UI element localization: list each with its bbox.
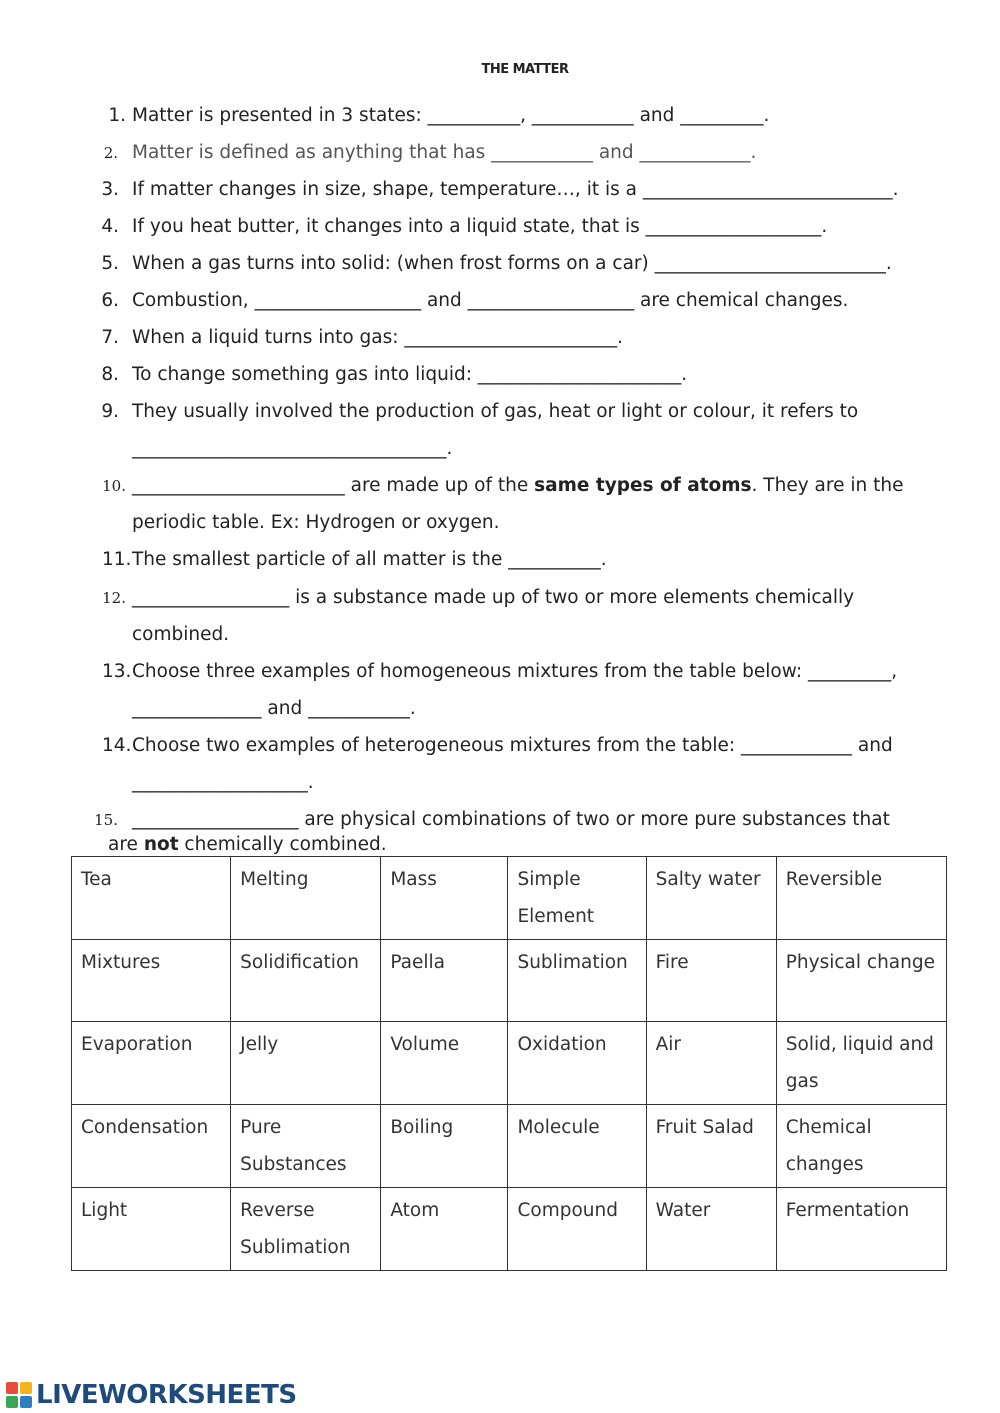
table-cell: Boiling	[381, 1105, 508, 1188]
table-cell: Fermentation	[776, 1188, 946, 1271]
question-text: combined.	[132, 624, 230, 645]
question-number: 6.	[101, 290, 119, 311]
table-cell: Air	[646, 1022, 776, 1105]
question-number: 9.	[101, 401, 119, 422]
logo-square	[20, 1396, 32, 1408]
table-cell: Melting	[231, 857, 381, 940]
question-number: 10.	[102, 477, 126, 495]
table-cell: Reversible	[776, 857, 946, 940]
table-cell: Oxidation	[508, 1022, 646, 1105]
question-text: They usually involved the production of gas, heat or light or colour, it refers to	[132, 401, 859, 422]
table-cell: Reverse Sublimation	[231, 1188, 381, 1271]
liveworksheets-logo[interactable]	[6, 1380, 297, 1410]
question-text-part: _______________________ are made up of the	[132, 475, 535, 496]
question-text-part: are	[108, 834, 144, 855]
question-text: Choose two examples of heterogeneous mixtures from the table: ____________ and	[132, 735, 893, 756]
question-text: _________________ is a substance made up of two or more elements chemically	[132, 587, 855, 608]
logo-text: LIVEWORKSHEETS	[36, 1380, 297, 1410]
table-cell: Physical change	[776, 940, 946, 1022]
table-cell: Tea	[72, 857, 231, 940]
question-number: 13.	[102, 661, 132, 682]
bold-text: same types of atoms	[534, 475, 752, 496]
table-cell: Solidification	[231, 940, 381, 1022]
question-text: If you heat butter, it changes into a liquid state, that is ___________________.	[132, 216, 828, 237]
question-text-part: chemically combined.	[178, 834, 387, 855]
table-cell: Fire	[646, 940, 776, 1022]
question-number: 4.	[101, 216, 119, 237]
table-cell: Solid, liquid and gas	[776, 1022, 946, 1105]
table-cell: Simple Element	[508, 857, 646, 940]
question-text	[132, 474, 903, 498]
table-cell: Light	[72, 1188, 231, 1271]
table-row	[72, 1188, 947, 1271]
table-cell: Volume	[381, 1022, 508, 1105]
table-row	[72, 940, 947, 1022]
logo-square	[6, 1382, 18, 1394]
table-cell: Water	[646, 1188, 776, 1271]
table-cell: Fruit Salad	[646, 1105, 776, 1188]
table-cell: Paella	[381, 940, 508, 1022]
question-text: __________________ are physical combinations of two or more pure substances that	[132, 809, 890, 830]
table-cell: Jelly	[231, 1022, 381, 1105]
question-number: 12.	[102, 589, 126, 607]
table-row	[72, 1105, 947, 1188]
question-text: If matter changes in size, shape, temperature…, it is a ___________________________.	[132, 179, 899, 200]
table-row	[72, 857, 947, 940]
question-text: Combustion, __________________ and __________________ are chemical changes.	[132, 290, 849, 311]
logo-icon	[6, 1382, 32, 1408]
question-text: Choose three examples of homogeneous mixtures from the table below: _________,	[132, 661, 898, 682]
table-cell: Compound	[508, 1188, 646, 1271]
table-row	[72, 1022, 947, 1105]
question-number: 14.	[102, 735, 132, 756]
question-number: 2.	[103, 144, 118, 162]
question-text: Matter is defined as anything that has ___________ and ____________.	[132, 142, 757, 163]
question-number: 3.	[101, 179, 119, 200]
table-cell: Molecule	[508, 1105, 646, 1188]
page-title: THE MATTER	[481, 62, 569, 77]
question-text: The smallest particle of all matter is the __________.	[132, 549, 607, 570]
question-number: 5.	[101, 253, 119, 274]
question-number: 1.	[108, 105, 126, 126]
table-cell: Evaporation	[72, 1022, 231, 1105]
table-cell: Salty water	[646, 857, 776, 940]
bold-text: not	[143, 834, 179, 855]
question-text: Matter is presented in 3 states: __________, ___________ and _________.	[132, 105, 770, 126]
question-number: 11.	[102, 549, 132, 570]
question-text	[108, 833, 387, 857]
question-text: When a gas turns into solid: (when frost forms on a car) _________________________.	[132, 253, 892, 274]
question-text: When a liquid turns into gas: _______________________.	[132, 327, 624, 348]
answer-blank: ______________ and ___________.	[132, 698, 416, 719]
table-cell: Mixtures	[72, 940, 231, 1022]
table-cell: Chemical changes	[776, 1105, 946, 1188]
logo-square	[6, 1396, 18, 1408]
answer-blank: ___________________.	[132, 772, 314, 793]
question-number: 8.	[101, 364, 119, 385]
question-text: periodic table. Ex: Hydrogen or oxygen.	[132, 512, 500, 533]
answer-blank: __________________________________.	[132, 438, 453, 459]
table-cell: Sublimation	[508, 940, 646, 1022]
logo-square	[20, 1382, 32, 1394]
question-number: 15.	[94, 811, 118, 829]
question-number: 7.	[101, 327, 119, 348]
table-cell: Pure Substances	[231, 1105, 381, 1188]
question-text: To change something gas into liquid: ______________________.	[132, 364, 688, 385]
table-cell: Condensation	[72, 1105, 231, 1188]
table-cell: Mass	[381, 857, 508, 940]
question-text-part: . They are in the	[751, 475, 904, 496]
table-cell: Atom	[381, 1188, 508, 1271]
word-bank-table	[71, 856, 947, 1271]
